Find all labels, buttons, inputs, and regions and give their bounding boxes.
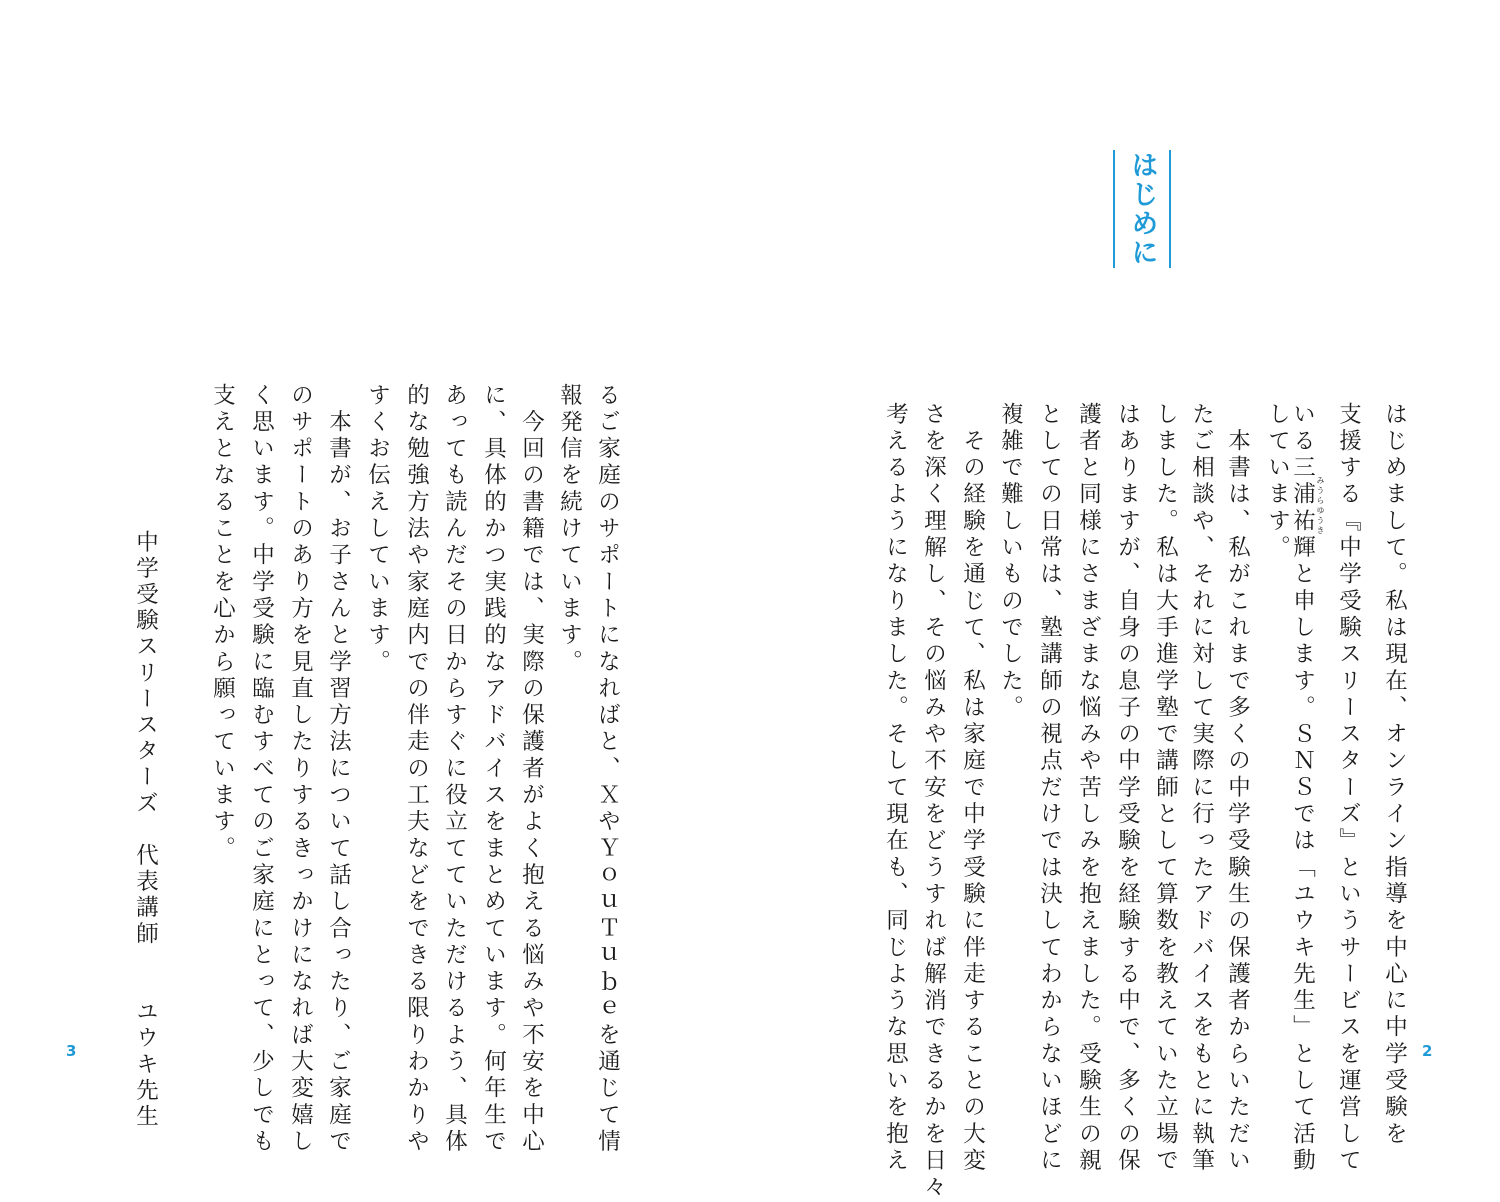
left-column-2: 報発信を続けています。 xyxy=(556,383,583,677)
left-column-10: く思います。中学受験に臨むすべてのご家庭にとって、少しでも xyxy=(248,383,275,1156)
left-column-11: 支えとなることを心から願っています。 xyxy=(209,383,236,863)
left-column-8: 本書が、お子さんと学習方法について話し合ったり、ご家庭で xyxy=(325,383,352,1156)
right-column-10: としての日常は、塾講師の視点だけでは決してわからないほどに xyxy=(1036,402,1063,1175)
left-column-4: に、具体的かつ実践的なアドバイスをまとめています。何年生で xyxy=(480,383,507,1156)
right-column-11: 複雑で難しいものでした。 xyxy=(997,402,1024,722)
signature: 中学受験スリースターズ 代表講師 ユウキ先生 xyxy=(132,530,159,1131)
chapter-heading: はじめに xyxy=(1126,151,1158,267)
chapter-heading-box xyxy=(1113,150,1171,268)
left-column-5: あっても読んだその日からすぐに役立てていただけるよう、具体 xyxy=(441,383,468,1156)
left-column-3: 今回の書籍では、実際の保護者がよく抱える悩みや不安を中心 xyxy=(518,383,545,1156)
right-column-7: しました。私は大手進学塾で講師として算数を教えていた立場で xyxy=(1152,402,1179,1175)
left-column-1: るご家庭のサポートになればと、ＸやＹｏｕＴｕｂｅを通じて情 xyxy=(594,383,621,1156)
left-column-6: 的な勉強方法や家庭内での伴走の工夫などをできる限りわかりや xyxy=(403,383,430,1156)
right-column-2: 支援する『中学受験スリースターズ』というサービスを運営して xyxy=(1335,402,1362,1175)
right-column-12: その経験を通じて、私は家庭で中学受験に伴走することの大変 xyxy=(959,402,986,1175)
right-column-5: 本書は、私がこれまで多くの中学受験生の保護者からいただい xyxy=(1224,402,1251,1175)
page-number-left: 3 xyxy=(66,1042,77,1060)
right-column-1: はじめまして。私は現在、オンライン指導を中心に中学受験を xyxy=(1381,402,1408,1149)
right-column-8: はありますが、自身の息子の中学受験を経験する中で、多くの保 xyxy=(1114,402,1141,1175)
right-column-14: 考えるようになりました。そして現在も、同じような思いを抱え xyxy=(882,402,909,1175)
right-column-3: いる三浦祐輝と申します。ＳＮＳでは「ユウキ先生」として活動 xyxy=(1289,402,1316,1175)
left-column-9: のサポートのあり方を見直したりするきっかけになれば大変嬉し xyxy=(287,383,314,1156)
right-column-6: たご相談や、それに対して実際に行ったアドバイスをもとに執筆 xyxy=(1188,402,1215,1175)
left-column-7: すくお伝えしています。 xyxy=(364,383,391,677)
page-number-right: 2 xyxy=(1422,1042,1433,1060)
right-column-4: しています。 xyxy=(1264,402,1291,562)
right-column-9: 護者と同様にさまざまな悩みや苦しみを抱えました。受験生の親 xyxy=(1075,402,1102,1175)
right-column-13: さを深く理解し、その悩みや不安をどうすれば解消できるかを日々 xyxy=(920,402,947,1202)
name-furigana: みうらゆうき xyxy=(1316,476,1325,536)
